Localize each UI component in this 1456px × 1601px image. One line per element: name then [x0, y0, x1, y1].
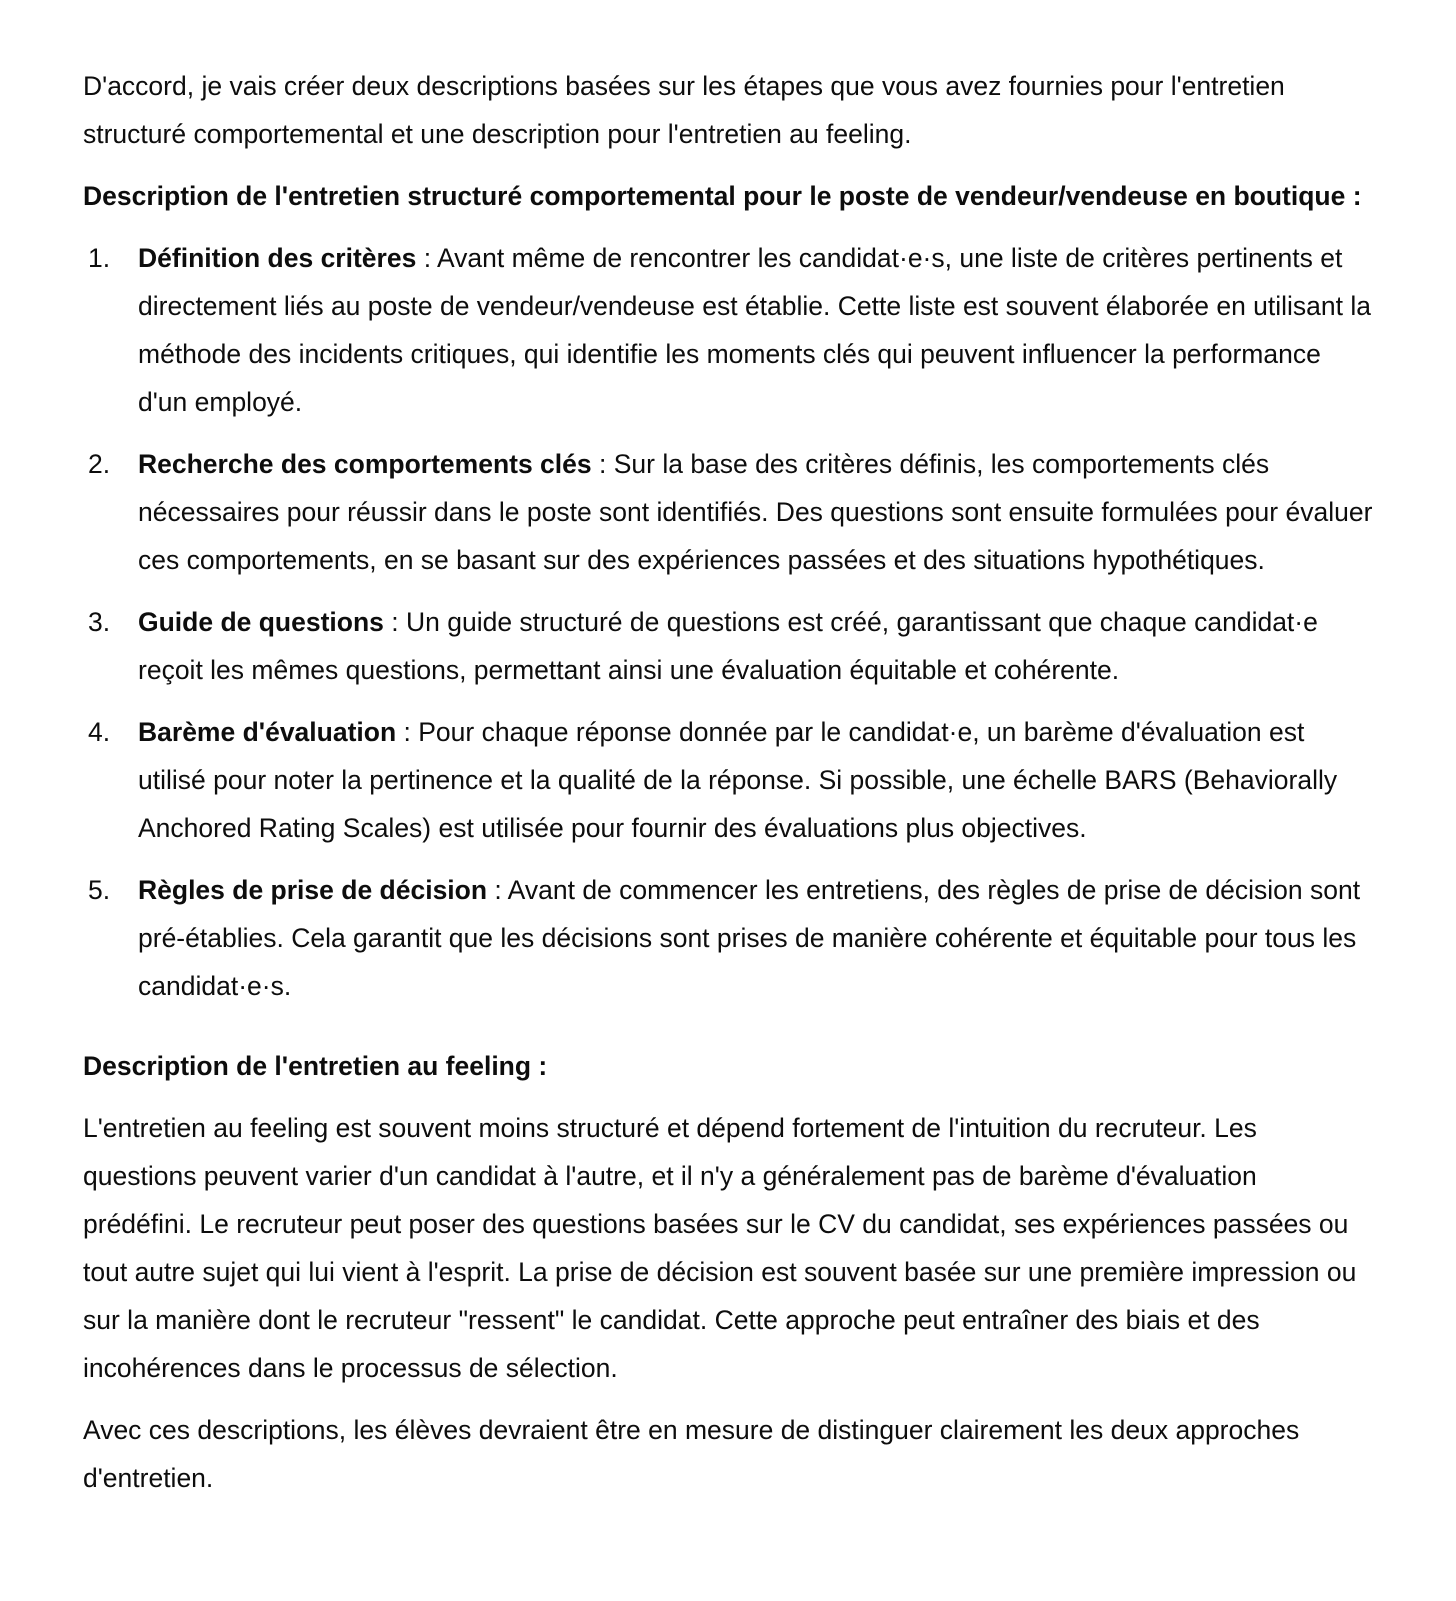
- list-item: [83, 598, 1373, 694]
- list-item-term: Règles de prise de décision: [138, 875, 488, 905]
- list-item-term: Recherche des comportements clés: [138, 449, 592, 479]
- steps-list: [83, 234, 1373, 1010]
- list-item-term: Barème d'évaluation: [138, 717, 397, 747]
- list-item-text: : Pour chaque réponse donnée par le candidat·e, un barème d'évaluation est utilisé pour noter la pertinence et la qualité de la réponse. Si possible, une échelle BARS (Behaviorally Anchored Rating Scales) est utilisée pour fournir des évaluations plus objectives.: [138, 717, 1338, 843]
- list-item-number: 1.: [88, 243, 111, 273]
- list-item-term: Guide de questions: [138, 607, 384, 637]
- list-item-number: 4.: [88, 717, 111, 747]
- list-item-text: : Un guide structuré de questions est créé, garantissant que chaque candidat·e reçoit les mêmes questions, permettant ainsi une évaluation équitable et cohérente.: [138, 607, 1318, 685]
- list-item-text: : Avant même de rencontrer les candidat·e·s, une liste de critères pertinents et directement liés au poste de vendeur/vendeuse est établie. Cette liste est souvent élaborée en utilisant la méthode des incidents critiques, qui identifie les moments clés qui peuvent influencer la performance d'un employé.: [138, 243, 1372, 417]
- list-item: [83, 708, 1373, 852]
- list-item: [83, 866, 1373, 1010]
- list-item-text: : Avant de commencer les entretiens, des règles de prise de décision sont pré-établies. Cela garantit que les décisions sont prises de manière cohérente et équitable pour tous les candidat·e·s.: [138, 875, 1361, 1001]
- list-item-number: 5.: [88, 875, 111, 905]
- list-item-number: 3.: [88, 607, 111, 637]
- list-item-text: : Sur la base des critères définis, les comportements clés nécessaires pour réussir dans le poste sont identifiés. Des questions sont ensuite formulées pour évaluer ces comportements, en se basant sur des expériences passées et des situations hypothétiques.: [138, 449, 1373, 575]
- list-item: [83, 234, 1373, 426]
- section-heading-feeling: Description de l'entretien au feeling :: [83, 1051, 548, 1081]
- conclusion-paragraph: Avec ces descriptions, les élèves devraient être en mesure de distinguer clairement les deux approches d'entretien.: [83, 1415, 1300, 1493]
- section-heading-structured: Description de l'entretien structuré comportemental pour le poste de vendeur/vendeuse en boutique :: [83, 181, 1362, 211]
- intro-paragraph: D'accord, je vais créer deux descriptions basées sur les étapes que vous avez fournies pour l'entretien structuré comportemental et une description pour l'entretien au feeling.: [83, 71, 1285, 149]
- message-body: [83, 62, 1373, 1502]
- list-item: [83, 440, 1373, 584]
- list-item-number: 2.: [88, 449, 111, 479]
- feeling-paragraph: L'entretien au feeling est souvent moins structuré et dépend fortement de l'intuition du recruteur. Les questions peuvent varier d'un candidat à l'autre, et il n'y a généralement pas de barème d'évaluation prédéfini. Le recruteur peut poser des questions basées sur le CV du candidat, ses expériences passées ou tout autre sujet qui lui vient à l'esprit. La prise de décision est souvent basée sur une première impression ou sur la manière dont le recruteur "ressent" le candidat. Cette approche peut entraîner des biais et des incohérences dans le processus de sélection.: [83, 1113, 1357, 1383]
- list-item-term: Définition des critères: [138, 243, 417, 273]
